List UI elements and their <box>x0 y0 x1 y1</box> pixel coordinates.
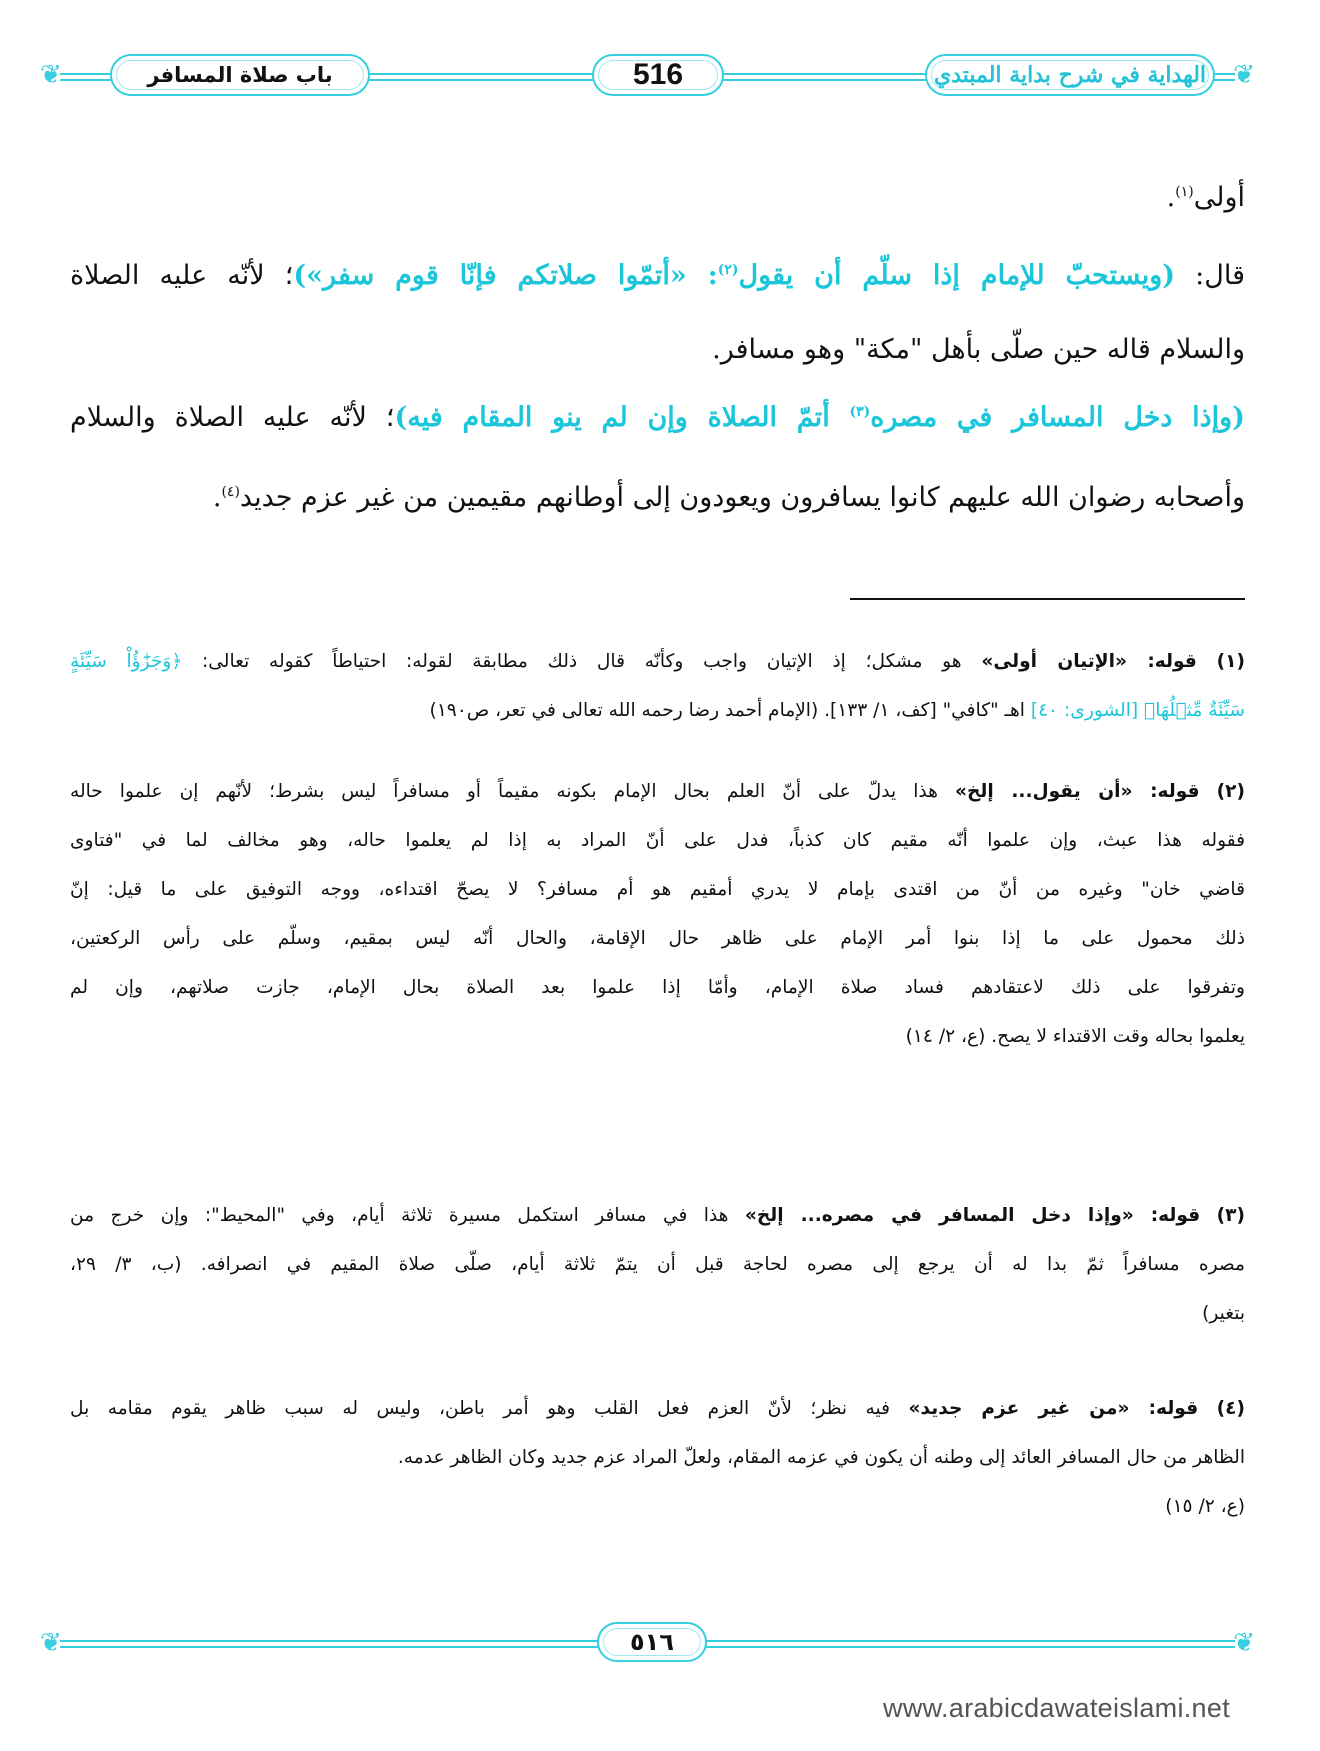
fn4-line-3: (ع، ٢/ ١٥) <box>1165 1496 1245 1517</box>
footnote-marker-2[interactable]: (٢) <box>717 262 739 278</box>
footnote-marker-4[interactable]: (٤) <box>221 484 240 500</box>
fn4-line-2: الظاهر من حال المسافر العائد إلى وطنه أن يكون في عزمه المقام، ولعلّ المراد عزم جديد وكان الظاهر عدمه. <box>397 1447 1245 1468</box>
fn1-text: هو مشكل؛ إذ الإتيان واجب وكأنّه قال ذلك مطابقة لقوله: احتياطاً كقوله تعالى: <box>182 651 982 672</box>
right-ornament-icon: ❦ <box>1233 60 1255 90</box>
footnote-marker-1[interactable]: (١) <box>1175 184 1194 200</box>
footnote-2 <box>70 776 1245 1052</box>
p2-quote-1: (ويستحبّ للإمام إذا سلّم أن يقول <box>738 260 1176 291</box>
fn4-line-1: فيه نظر؛ لأنّ العزم فعل القلب وهو أمر باطن، وليس له سبب ظاهر يقوم مقامه بل <box>70 1398 909 1419</box>
fn4-number: (٤) <box>1216 1398 1245 1419</box>
footnote-3 <box>70 1200 1245 1329</box>
paragraph-2 <box>70 250 1245 370</box>
paragraph-1 <box>70 172 1245 218</box>
fn1-line-2: اهـ "كافي" [كف، ١/ ١٣٣]. (الإمام أحمد رضا رحمه الله تعالى في تعر، ص١٩٠) <box>429 700 1025 721</box>
fn3-line-3: بتغير) <box>1202 1303 1245 1324</box>
fn1-verse-2: سَيِّئَةٌ مِّثۡلُهَا﴾ <box>1144 700 1245 721</box>
page-number-frame <box>592 54 724 96</box>
fn2-label: قوله: «أن يقول... إلخ» <box>954 781 1200 802</box>
fn2-line-3: قاضي خان" وغيره من أنّ من اقتدى بإمام لا يدري أمقيم هو أم مسافر؟ لا يصحّ اقتداءه، ووجه التوفيق على ما قيل: إنّ <box>70 879 1245 900</box>
paragraph-3 <box>70 392 1245 518</box>
footer-right-ornament-icon: ❦ <box>1233 1628 1255 1658</box>
p1-text: أولى <box>1193 182 1245 213</box>
p2-line-2: والسلام قاله حين صلّى بأهل "مكة" وهو مسافر. <box>712 334 1245 365</box>
website-url[interactable]: www.arabicdawateislami.net <box>883 1693 1230 1723</box>
fn2-line-2: فقوله هذا عبث، وإن علموا أنّه مقيم كان كذباً، فدل على أنّ المراد به إذا لم يعلموا حاله، وهو مخالف لما في "فتاوى <box>70 830 1245 851</box>
footer-left-ornament-icon: ❦ <box>40 1628 62 1658</box>
book-title-frame <box>925 54 1215 96</box>
p2-lead: قال: <box>1175 260 1245 291</box>
footnote-separator <box>850 598 1245 600</box>
fn4-label: قوله: «من غير عزم جديد» <box>908 1398 1199 1419</box>
fn2-line-6: يعلموا بحاله وقت الاقتداء لا يصح. (ع، ٢/ ١٤) <box>905 1026 1245 1047</box>
footnote-1 <box>70 646 1245 726</box>
chapter-title-frame <box>110 54 370 96</box>
fn3-number: (٣) <box>1216 1205 1245 1226</box>
fn1-label: قوله: «الإتيان أولى» <box>981 651 1197 672</box>
book-title: الهداية في شرح بداية المبتدي <box>933 62 1207 88</box>
fn3-label: قوله: «وإذا دخل المسافر في مصره... إلخ» <box>744 1205 1201 1226</box>
page-number: 516 <box>632 58 684 91</box>
fn1-reference: [الشورى: ٤٠] <box>1024 700 1145 721</box>
fn2-line-1: هذا يدلّ على أنّ العلم بحال الإمام بكونه مقيماً أو مسافراً ليس بشرط؛ لأنّهم إن علموا حاله <box>70 781 955 802</box>
p3-line-2: وأصحابه رضوان الله عليهم كانوا يسافرون ويعودون إلى أوطانهم مقيمين من غير عزم جديد <box>239 482 1245 513</box>
fn2-number: (٢) <box>1216 781 1245 802</box>
footnote-marker-3[interactable]: (٣) <box>849 404 871 420</box>
left-ornament-icon: ❦ <box>40 60 62 90</box>
p3-quote-2: أتمّ الصلاة وإن لم ينو المقام فيه) <box>394 402 850 433</box>
p2-rest: ؛ لأنّه عليه الصلاة <box>70 260 294 291</box>
fn3-line-2: مصره مسافراً ثمّ بدا له أن يرجع إلى مصره لحاجة قبل أن يتمّ ثلاثة أيام، صلّى صلاة المقيم في انصرافه. (ب، ٣/ ٢٩، <box>70 1254 1245 1275</box>
fn2-line-5: وتفرقوا على ذلك لاعتقادهم فساد صلاة الإمام، وأمّا إذا علموا بعد الصلاة بحال الإمام، جازت صلاتهم، وإن لم <box>70 977 1245 998</box>
p3-end: . <box>212 482 222 513</box>
page-header <box>40 40 1255 110</box>
p3-rest: ؛ لأنّه عليه الصلاة والسلام <box>70 402 395 433</box>
p3-quote-1: (وإذا دخل المسافر في مصره <box>870 402 1245 433</box>
chapter-title: باب صلاة المسافر <box>147 63 333 87</box>
fn1-verse-1: ﴿وَجَزَٰٓؤُاْ سَيِّئَةٍ <box>70 651 183 672</box>
fn2-line-4: ذلك محمول على ما إذا بنوا أمر الإمام على ظاهر حال الإقامة، والحال أنّه ليس بمقيم، وسلّم على رأس الركعتين، <box>70 928 1245 949</box>
p2-quote-2: : «أتمّوا صلاتكم فإنّا قوم سفر») <box>293 260 718 291</box>
footnote-4 <box>70 1393 1245 1522</box>
fn3-line-1: هذا في مسافر استكمل مسيرة ثلاثة أيام، وفي "المحيط": وإن خرج من <box>70 1205 745 1226</box>
footer-page-number-frame <box>597 1622 707 1662</box>
page-footer <box>40 1618 1255 1668</box>
fn1-number: (١) <box>1216 651 1245 672</box>
footer-page-number: ٥١٦ <box>630 1628 674 1656</box>
p1-end: . <box>1166 182 1176 213</box>
